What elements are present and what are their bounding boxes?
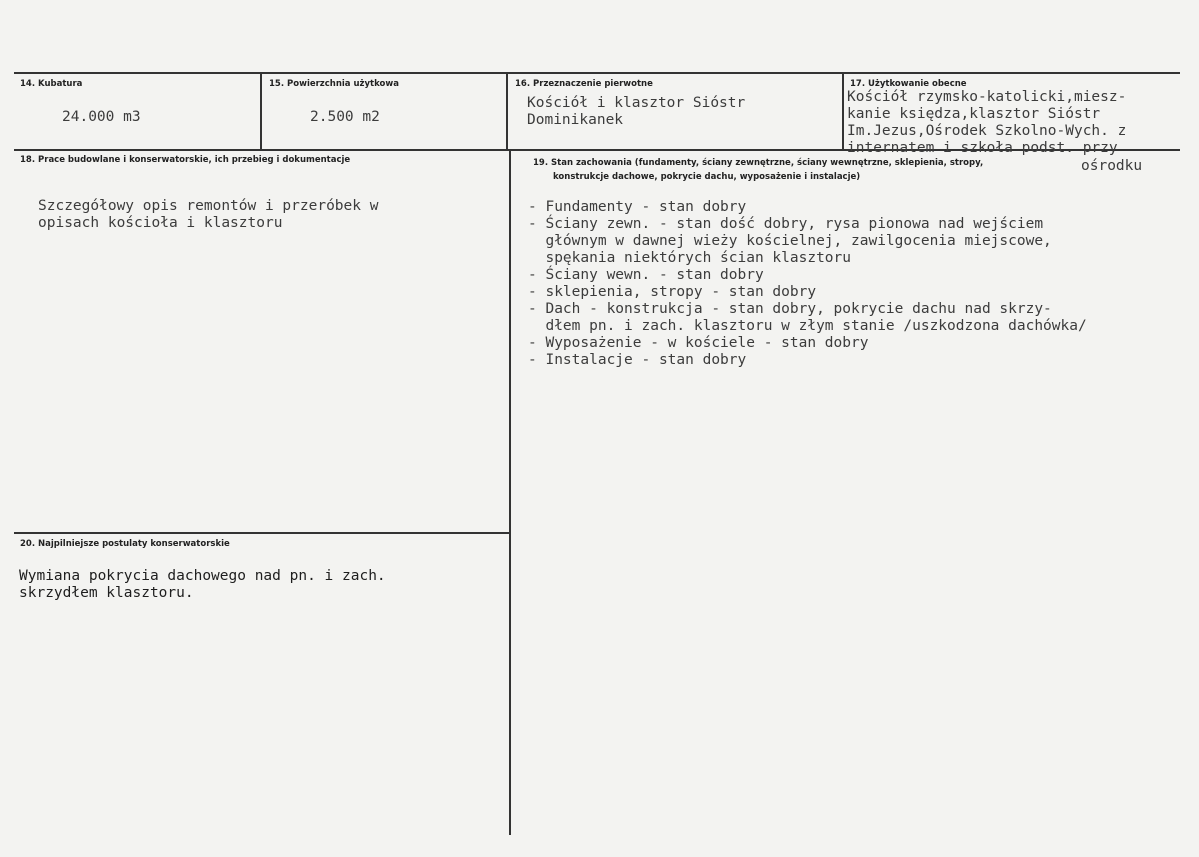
condition-line: - Ściany wewn. - stan dobry — [528, 267, 764, 283]
kubatura-label: 14. Kubatura — [20, 79, 83, 89]
condition-list — [528, 199, 1087, 369]
works-label: 18. Prace budowlane i konserwatorskie, ich przebieg i dokumentacje — [20, 155, 351, 165]
condition-line: - sklepienia, stropy - stan dobry — [528, 284, 817, 300]
condition-line: głównym w dawnej wieży kościelnej, zawilgocenia miejscowe, — [528, 233, 1052, 249]
postulates-label: 20. Najpilniejsze postulaty konserwatorskie — [20, 539, 230, 549]
usable-area-value: 2.500 m2 — [310, 109, 380, 125]
current-use-line: Im.Jezus,Ośrodek Szkolno-Wych. z — [847, 123, 1127, 139]
works-line: Szczegółowy opis remontów i przeróbek w — [38, 198, 379, 214]
usable-area-label: 15. Powierzchnia użytkowa — [269, 79, 399, 89]
divider-16-17 — [842, 73, 844, 150]
works-line: opisach kościoła i klasztoru — [38, 215, 283, 231]
condition-line: - Fundamenty - stan dobry — [528, 199, 747, 215]
original-purpose-line: Dominikanek — [527, 112, 624, 128]
original-purpose-label: 16. Przeznaczenie pierwotne — [515, 79, 653, 89]
condition-line: spękania niektórych ścian klasztoru — [528, 250, 852, 266]
divider-15-16 — [506, 73, 508, 150]
condition-line: dłem pn. i zach. klasztoru w złym stanie /uszkodzona dachówka/ — [528, 318, 1087, 334]
current-use-line: internatem i szkoła podst. przy — [847, 140, 1118, 156]
current-use-line: Kościół rzymsko-katolicki,miesz- — [847, 89, 1127, 105]
current-use-line: kanie księdza,klasztor Sióstr — [847, 106, 1101, 122]
condition-label: 19. Stan zachowania (fundamenty, ściany zewnętrzne, ściany wewnętrzne, sklepienia, stropy, — [533, 158, 984, 168]
condition-line: - Instalacje - stan dobry — [528, 352, 747, 368]
divider-main — [509, 150, 511, 835]
box18-bottom-rule — [14, 532, 510, 534]
top-rule — [14, 72, 1180, 74]
kubatura-value: 24.000 m3 — [62, 109, 141, 125]
condition-line: - Dach - konstrukcja - stan dobry, pokrycie dachu nad skrzy- — [528, 301, 1052, 317]
current-use-line: ośrodku — [1081, 158, 1143, 174]
postulates-line: skrzydłem klasztoru. — [19, 585, 194, 601]
original-purpose-line: Kościół i klasztor Sióstr — [527, 95, 746, 111]
condition-line: - Wyposażenie - w kościele - stan dobry — [528, 335, 869, 351]
postulates-line: Wymiana pokrycia dachowego nad pn. i zach. — [19, 568, 386, 584]
condition-label-continued: konstrukcje dachowe, pokrycie dachu, wyposażenie i instalacje) — [553, 172, 861, 182]
condition-line: - Ściany zewn. - stan dość dobry, rysa pionowa nad wejściem — [528, 216, 1044, 232]
divider-14-15 — [260, 73, 262, 150]
current-use-label: 17. Użytkowanie obecne — [850, 79, 967, 89]
